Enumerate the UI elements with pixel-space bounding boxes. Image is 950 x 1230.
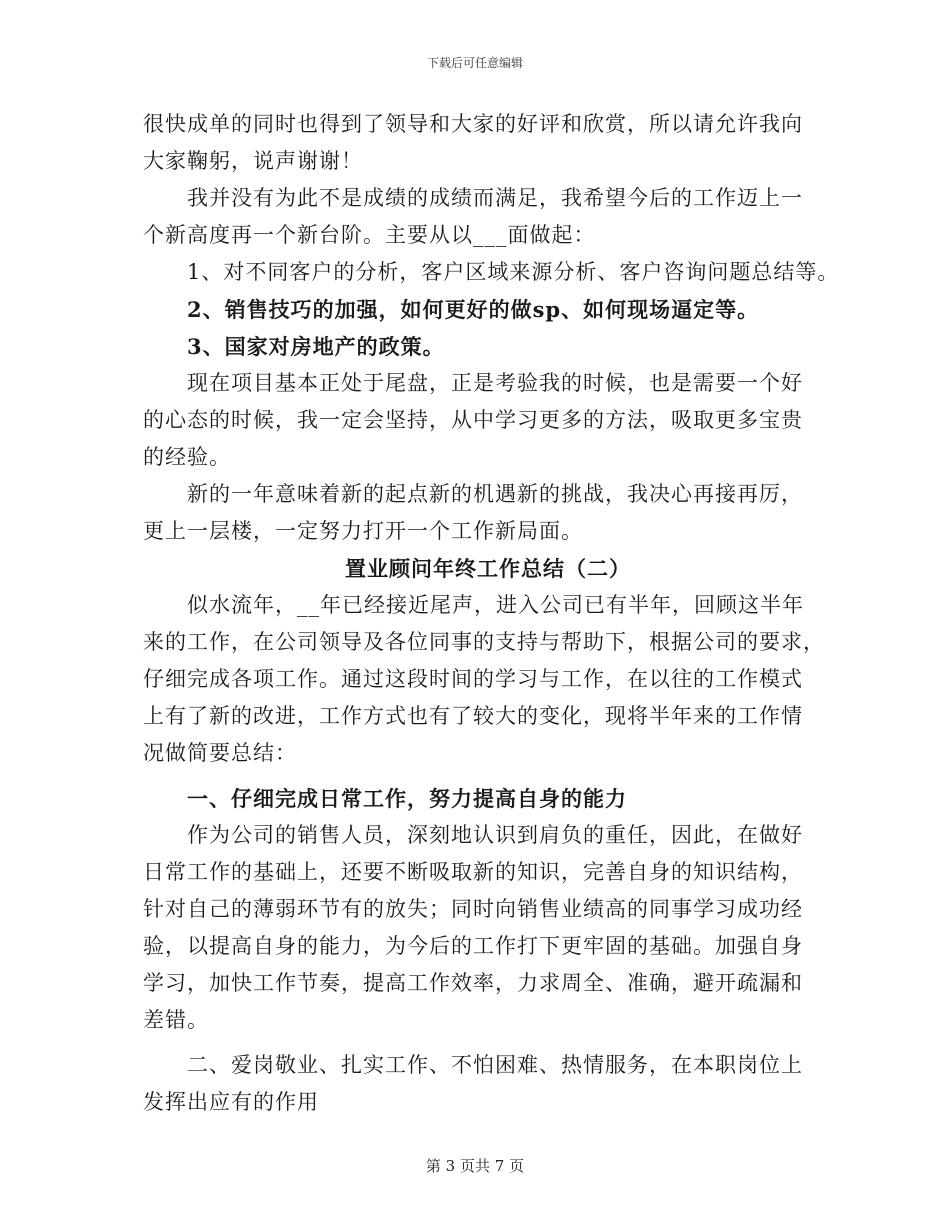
list-item: 1、对不同客户的分析，客户区域来源分析、客户咨询问题总结等。 (187, 260, 840, 284)
list-item: 3、国家对房地产的政策。 (187, 334, 445, 359)
list-item: 2、销售技巧的加强，如何更好的做sp、如何现场逼定等。 (187, 297, 760, 322)
paragraph-line: 况做简要总结： (143, 741, 297, 765)
paragraph-line: 差错。 (143, 1008, 209, 1032)
paragraph-line: 仔细完成各项工作。通过这段时间的学习与工作，在以往的工作模式 (143, 667, 803, 691)
paragraph-line: 验，以提高自身的能力，为今后的工作打下更牢固的基础。加强自身 (143, 934, 803, 958)
page-footer: 第 3 页共 7 页 (425, 1157, 525, 1175)
paragraph-line: 个新高度再一个新台阶。主要从以___面做起： (143, 223, 596, 247)
header-note: 下载后可任意编辑 (426, 56, 523, 70)
paragraph-line: 日常工作的基础上，还要不断吸取新的知识，完善自身的知识结构， (143, 860, 803, 884)
paragraph-line: 的经验。 (143, 445, 231, 469)
paragraph-line: 我并没有为此不是成绩的成绩而满足，我希望今后的工作迈上一 (187, 186, 803, 210)
section-heading: 一、仔细完成日常工作，努力提高自身的能力 (187, 786, 627, 811)
paragraph-line: 更上一层楼，一定努力打开一个工作新局面。 (143, 519, 583, 543)
paragraph-line: 新的一年意味着新的起点新的机遇新的挑战，我决心再接再厉， (187, 482, 803, 506)
paragraph-line: 的心态的时候，我一定会坚持，从中学习更多的方法，吸取更多宝贵 (143, 408, 803, 432)
section-title: 置业顾问年终工作总结（二） (345, 556, 631, 581)
paragraph-line: 大家鞠躬，说声谢谢！ (143, 149, 363, 173)
paragraph-line: 作为公司的销售人员，深刻地认识到肩负的重任，因此，在做好 (187, 823, 803, 847)
spacer (143, 1039, 833, 1047)
paragraph-line: 似水流年，__年已经接近尾声，进入公司已有半年，回顾这半年 (187, 593, 804, 617)
paragraph-line: 很快成单的同时也得到了领导和大家的好评和欣赏，所以请允许我向 (143, 112, 803, 136)
paragraph-line: 现在项目基本正处于尾盘，正是考验我的时候，也是需要一个好 (187, 371, 803, 395)
spacer (143, 772, 833, 780)
paragraph-line: 针对自己的薄弱环节有的放失；同时向销售业绩高的同事学习成功经 (143, 897, 803, 921)
paragraph-line: 发挥出应有的作用 (143, 1090, 319, 1114)
paragraph-line: 二、爱岗敬业、扎实工作、不怕困难、热情服务，在本职岗位上 (187, 1053, 803, 1077)
paragraph-line: 学习，加快工作节奏，提高工作效率，力求周全、准确，避开疏漏和 (143, 971, 803, 995)
paragraph-line: 上有了新的改进，工作方式也有了较大的变化，现将半年来的工作情 (143, 704, 803, 728)
document-body (143, 106, 840, 1121)
paragraph-line: 来的工作，在公司领导及各位同事的支持与帮助下，根据公司的要求， (143, 630, 825, 654)
